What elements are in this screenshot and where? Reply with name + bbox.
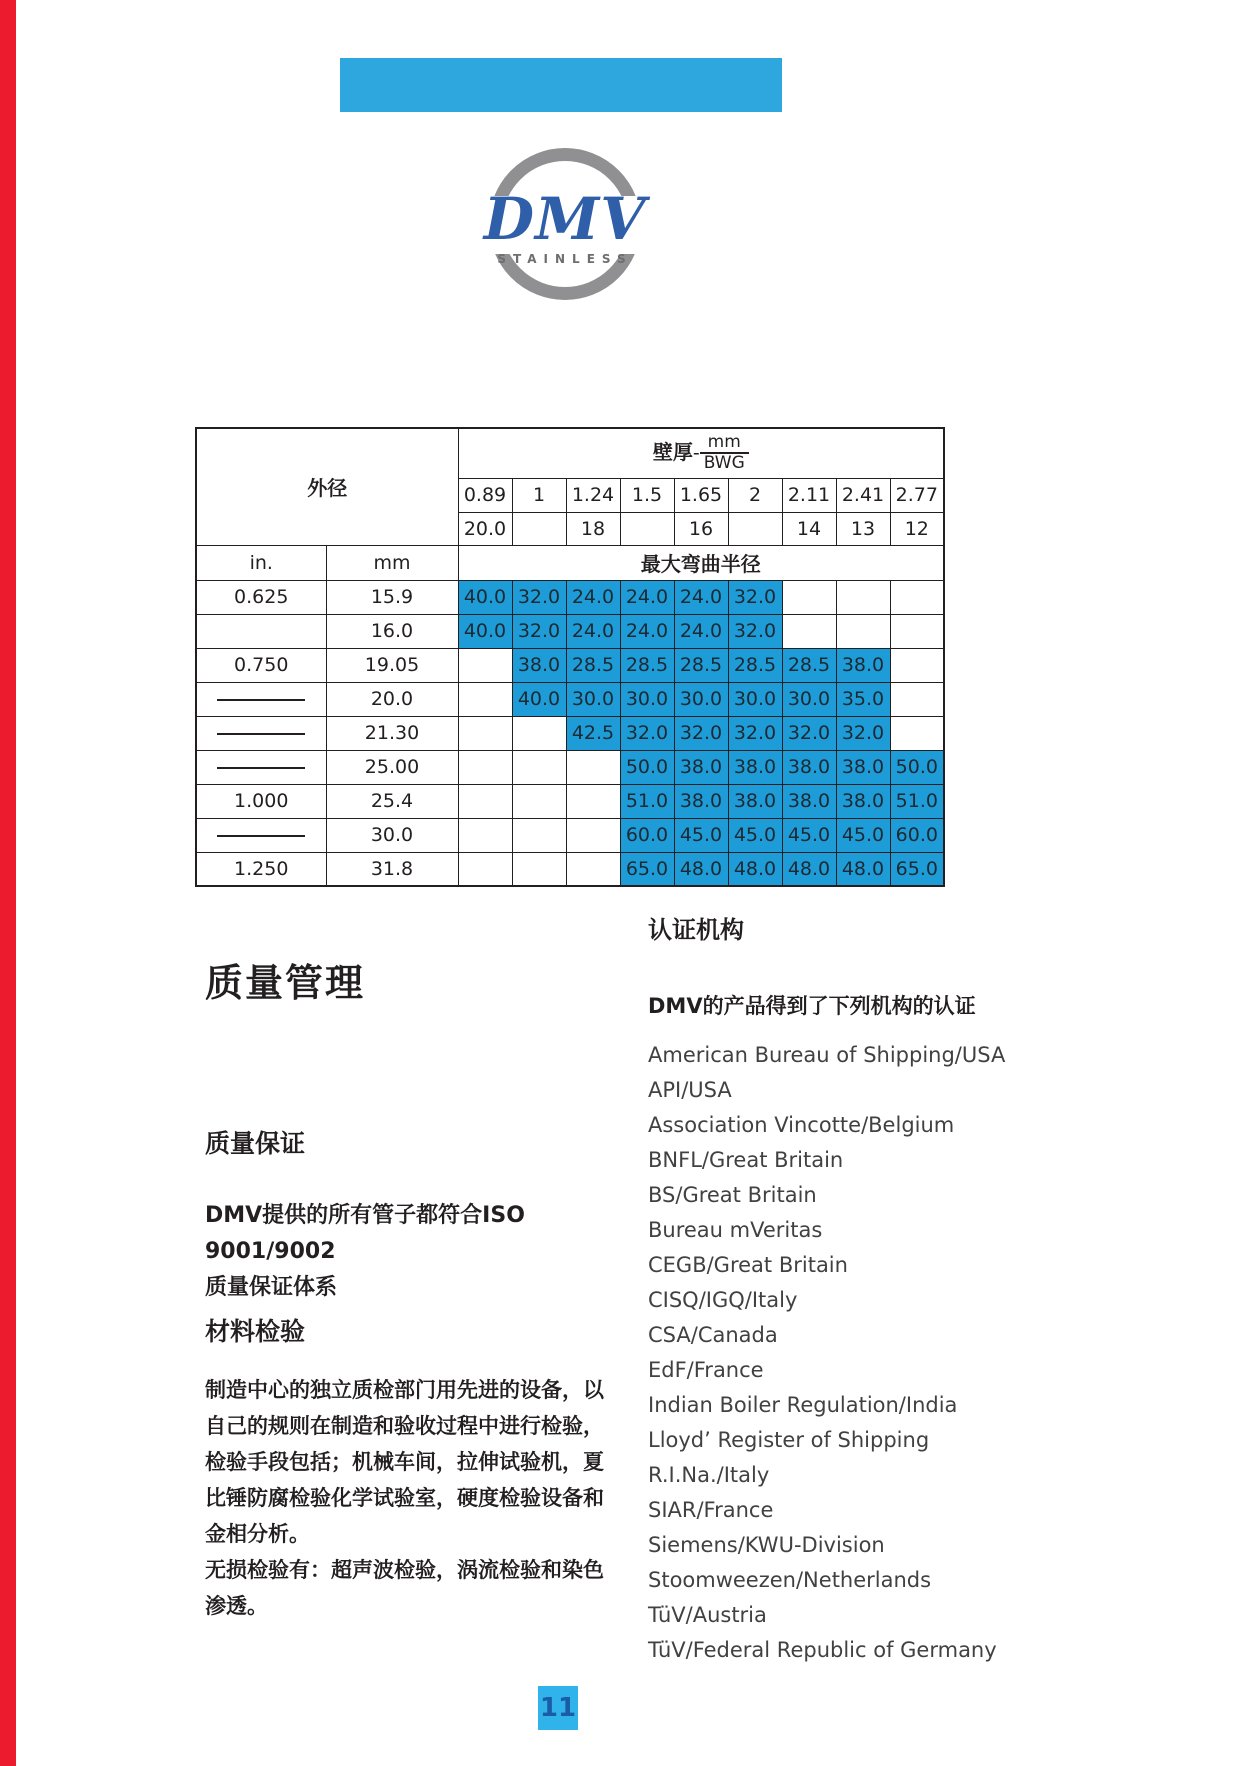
- quality-assurance-line: DMV提供的所有管子都符合ISO 9001/9002: [205, 1203, 525, 1264]
- table-row: [196, 580, 944, 614]
- mm-cell: 25.4: [326, 784, 458, 818]
- radius-cell: 32.0: [782, 716, 836, 750]
- certification-item: CSA/Canada: [648, 1323, 778, 1347]
- radius-cell: 28.5: [728, 648, 782, 682]
- radius-cell: [566, 818, 620, 852]
- radius-cell: 38.0: [728, 750, 782, 784]
- radius-cell: 38.0: [674, 784, 728, 818]
- mm-cell: 21.30: [326, 716, 458, 750]
- certification-item: R.I.Na./Italy: [648, 1463, 770, 1487]
- outer-diameter-header: 外径: [196, 428, 458, 545]
- mm-value-header: 1.65: [674, 478, 728, 512]
- radius-cell: 30.0: [782, 682, 836, 716]
- table-row: [196, 716, 944, 750]
- red-edge-stripe: [0, 0, 16, 1766]
- mm-cell: 25.00: [326, 750, 458, 784]
- units-row: [196, 545, 944, 580]
- inch-cell: 0.625: [196, 580, 326, 614]
- mm-value-header: 0.89: [458, 478, 512, 512]
- inch-cell: 1.000: [196, 784, 326, 818]
- certification-item: Siemens/KWU-Division: [648, 1533, 885, 1557]
- radius-cell: [458, 852, 512, 886]
- radius-cell: [782, 614, 836, 648]
- mm-cell: 31.8: [326, 852, 458, 886]
- inch-cell: [196, 716, 326, 750]
- material-inspection-body: [205, 1372, 655, 1624]
- certification-item: American Bureau of Shipping/USA: [648, 1043, 1006, 1067]
- bwg-value-header: [512, 512, 566, 545]
- material-inspection-line: 自己的规则在制造和验收过程中进行检验，: [205, 1414, 604, 1438]
- certification-intro: DMV的产品得到了下列机构的认证: [648, 994, 976, 1018]
- quality-assurance-body: [205, 1198, 645, 1306]
- bwg-value-header: 13: [836, 512, 890, 545]
- wall-thickness-header: 壁厚- $\frac{mm}{\text{BWG}}$: [458, 428, 944, 478]
- mm-cell: 20.0: [326, 682, 458, 716]
- radius-cell: 45.0: [836, 818, 890, 852]
- inch-cell: 1.250: [196, 852, 326, 886]
- radius-cell: 45.0: [782, 818, 836, 852]
- bwg-value-header: [620, 512, 674, 545]
- radius-cell: [512, 818, 566, 852]
- radius-cell: [566, 750, 620, 784]
- certification-item: BNFL/Great Britain: [648, 1148, 844, 1172]
- mm-value-header: 1.5: [620, 478, 674, 512]
- quality-management-title: 质量管理: [205, 961, 366, 1005]
- header-bar: [340, 58, 782, 112]
- radius-cell: 48.0: [836, 852, 890, 886]
- radius-cell: 24.0: [566, 614, 620, 648]
- radius-cell: 30.0: [674, 682, 728, 716]
- radius-cell: 32.0: [728, 580, 782, 614]
- radius-cell: 24.0: [566, 580, 620, 614]
- logo-text: DMV: [483, 185, 647, 253]
- radius-cell: 48.0: [782, 852, 836, 886]
- radius-cell: 51.0: [620, 784, 674, 818]
- radius-cell: [566, 784, 620, 818]
- certification-item: TüV/Federal Republic of Germany: [648, 1638, 997, 1662]
- dmv-logo: [455, 146, 675, 326]
- material-inspection-line: 检验手段包括；机械车间，拉伸试验机，夏: [205, 1450, 604, 1474]
- certification-list: [648, 1038, 1068, 1668]
- material-inspection-heading: 材料检验: [205, 1317, 306, 1346]
- certification-item: Lloyd’ Register of Shipping: [648, 1428, 930, 1452]
- radius-cell: [512, 750, 566, 784]
- radius-cell: 38.0: [674, 750, 728, 784]
- radius-cell: 65.0: [620, 852, 674, 886]
- mm-cell: 30.0: [326, 818, 458, 852]
- radius-cell: 38.0: [728, 784, 782, 818]
- radius-cell: 45.0: [674, 818, 728, 852]
- mm-value-header: 2: [728, 478, 782, 512]
- radius-cell: 30.0: [620, 682, 674, 716]
- radius-cell: [890, 716, 944, 750]
- quality-assurance-line: 质量保证体系: [205, 1275, 338, 1300]
- certification-item: CEGB/Great Britain: [648, 1253, 848, 1277]
- bwg-value-header: 16: [674, 512, 728, 545]
- radius-cell: 24.0: [620, 614, 674, 648]
- radius-cell: [890, 682, 944, 716]
- radius-cell: 24.0: [674, 580, 728, 614]
- certification-item: BS/Great Britain: [648, 1183, 817, 1207]
- material-inspection-line: 制造中心的独立质检部门用先进的设备，以: [205, 1378, 604, 1402]
- certification-item: CISQ/IGQ/Italy: [648, 1288, 798, 1312]
- radius-cell: 28.5: [620, 648, 674, 682]
- table-row: [196, 648, 944, 682]
- certification-item: Stoomweezen/Netherlands: [648, 1568, 932, 1592]
- radius-cell: 50.0: [890, 750, 944, 784]
- certification-item: API/USA: [648, 1078, 732, 1102]
- quality-assurance-heading: 质量保证: [205, 1129, 306, 1158]
- radius-cell: 48.0: [728, 852, 782, 886]
- radius-cell: 35.0: [836, 682, 890, 716]
- radius-cell: 38.0: [782, 750, 836, 784]
- radius-cell: 24.0: [674, 614, 728, 648]
- mm-value-header: 2.77: [890, 478, 944, 512]
- max-bend-radius-header: 最大弯曲半径: [458, 545, 944, 580]
- bwg-value-header: 18: [566, 512, 620, 545]
- table-header-row: [196, 428, 944, 478]
- radius-cell: 32.0: [512, 580, 566, 614]
- certification-heading: 认证机构: [648, 916, 744, 944]
- logo-subtext: STAINLESS: [497, 252, 633, 266]
- certification-item: SIAR/France: [648, 1498, 774, 1522]
- radius-cell: 65.0: [890, 852, 944, 886]
- table-row: [196, 818, 944, 852]
- inch-cell: [196, 750, 326, 784]
- radius-cell: 28.5: [782, 648, 836, 682]
- radius-cell: 32.0: [512, 614, 566, 648]
- mm-value-header: 2.41: [836, 478, 890, 512]
- certification-item: EdF/France: [648, 1358, 764, 1382]
- radius-cell: 51.0: [890, 784, 944, 818]
- certification-item: Indian Boiler Regulation/India: [648, 1393, 958, 1417]
- radius-cell: 42.5: [566, 716, 620, 750]
- inch-unit-header: in.: [196, 545, 326, 580]
- radius-cell: 48.0: [674, 852, 728, 886]
- radius-cell: 38.0: [836, 784, 890, 818]
- inch-cell: [196, 614, 326, 648]
- certification-item: TüV/Austria: [648, 1603, 767, 1627]
- table-row: [196, 682, 944, 716]
- mm-unit-header: mm: [326, 545, 458, 580]
- radius-cell: 40.0: [458, 614, 512, 648]
- radius-cell: [458, 750, 512, 784]
- bwg-value-header: 20.0: [458, 512, 512, 545]
- radius-cell: 30.0: [728, 682, 782, 716]
- table-row: [196, 784, 944, 818]
- table-row: [196, 852, 944, 886]
- material-inspection-line: 比锤防腐检验化学试验室，硬度检验设备和: [205, 1486, 604, 1510]
- mm-value-header: 1.24: [566, 478, 620, 512]
- radius-cell: [890, 648, 944, 682]
- radius-cell: [458, 784, 512, 818]
- inch-cell: [196, 818, 326, 852]
- bwg-value-header: 14: [782, 512, 836, 545]
- radius-cell: [458, 648, 512, 682]
- radius-cell: 28.5: [674, 648, 728, 682]
- radius-cell: [512, 716, 566, 750]
- mm-cell: 19.05: [326, 648, 458, 682]
- page-number-badge: 11: [538, 1686, 578, 1730]
- radius-cell: [458, 716, 512, 750]
- radius-cell: [782, 580, 836, 614]
- radius-cell: [512, 784, 566, 818]
- mm-value-header: 1: [512, 478, 566, 512]
- bwg-value-header: 12: [890, 512, 944, 545]
- mm-cell: 15.9: [326, 580, 458, 614]
- inch-cell: 0.750: [196, 648, 326, 682]
- radius-cell: [836, 614, 890, 648]
- radius-cell: 60.0: [890, 818, 944, 852]
- radius-cell: [566, 852, 620, 886]
- material-inspection-line: 渗透。: [205, 1594, 268, 1618]
- radius-cell: 38.0: [782, 784, 836, 818]
- table-row: [196, 614, 944, 648]
- radius-cell: 32.0: [674, 716, 728, 750]
- radius-cell: [890, 580, 944, 614]
- radius-cell: 32.0: [836, 716, 890, 750]
- radius-cell: [458, 818, 512, 852]
- material-inspection-line: 无损检验有：超声波检验，涡流检验和染色: [205, 1558, 604, 1582]
- radius-cell: 38.0: [836, 648, 890, 682]
- radius-cell: 24.0: [620, 580, 674, 614]
- radius-cell: 38.0: [512, 648, 566, 682]
- radius-cell: [512, 852, 566, 886]
- radius-cell: 30.0: [566, 682, 620, 716]
- radius-cell: [458, 682, 512, 716]
- radius-cell: 32.0: [728, 614, 782, 648]
- radius-cell: 60.0: [620, 818, 674, 852]
- radius-cell: 50.0: [620, 750, 674, 784]
- certification-item: Bureau mVeritas: [648, 1218, 823, 1242]
- radius-cell: 40.0: [458, 580, 512, 614]
- bwg-value-header: [728, 512, 782, 545]
- radius-cell: 32.0: [728, 716, 782, 750]
- inch-cell: [196, 682, 326, 716]
- radius-cell: 45.0: [728, 818, 782, 852]
- radius-cell: 28.5: [566, 648, 620, 682]
- certification-item: Association Vincotte/Belgium: [648, 1113, 955, 1137]
- bend-radius-table-body: [196, 428, 944, 886]
- material-inspection-line: 金相分析。: [205, 1522, 310, 1546]
- radius-cell: [836, 580, 890, 614]
- radius-cell: [890, 614, 944, 648]
- radius-cell: 32.0: [620, 716, 674, 750]
- table-row: [196, 750, 944, 784]
- radius-cell: 38.0: [836, 750, 890, 784]
- radius-cell: 40.0: [512, 682, 566, 716]
- bend-radius-table: [195, 427, 945, 887]
- mm-cell: 16.0: [326, 614, 458, 648]
- mm-value-header: 2.11: [782, 478, 836, 512]
